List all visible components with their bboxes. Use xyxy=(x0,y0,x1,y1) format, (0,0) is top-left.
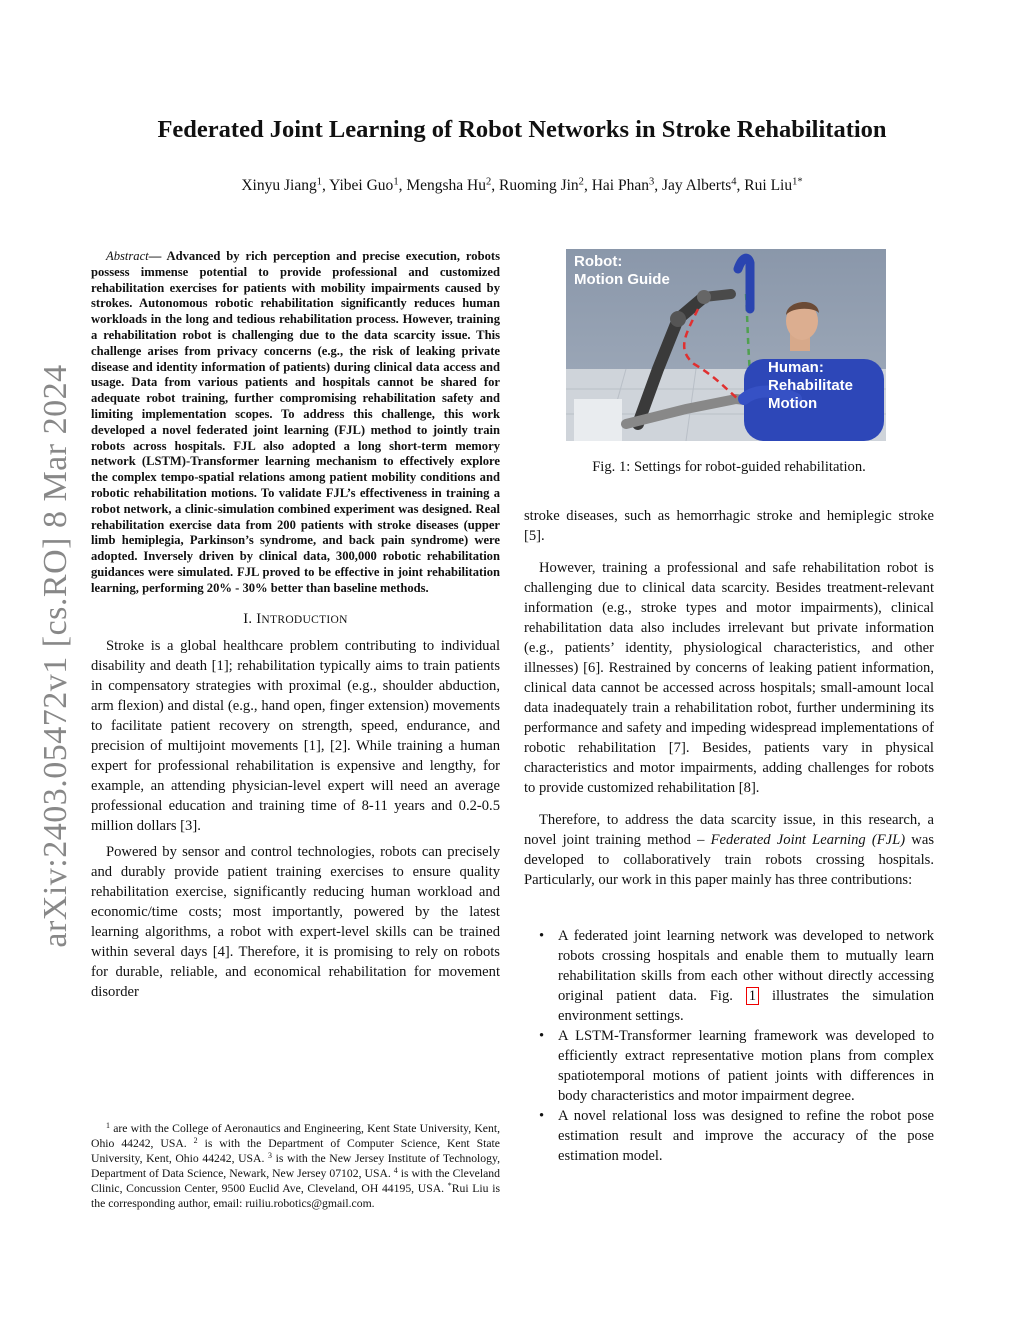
arxiv-identifier: arXiv:2403.05472v1 [cs.RO] 8 Mar 2024 xyxy=(37,364,74,948)
figure-1-image xyxy=(566,249,886,441)
section-heading-introduction: I. INTRODUCTION xyxy=(243,610,348,627)
body-paragraph: stroke diseases, such as hemorrhagic stroke and hemiplegic stroke [5]. xyxy=(524,508,934,544)
author: Xinyu Jiang$^1$ xyxy=(241,176,322,194)
author: Mengsha Hu$^2$ xyxy=(406,176,492,194)
left-column xyxy=(91,249,500,1008)
contribution-list xyxy=(524,926,934,1166)
author: Ruoming Jin$^2$ xyxy=(499,176,584,194)
list-item: • A novel relational loss was designed to refine the robot pose estimation result and improve the accuracy of the pose estimation model. xyxy=(539,1108,934,1164)
paper-title: Federated Joint Learning of Robot Networks in Stroke Rehabilitation xyxy=(157,116,887,143)
body-paragraph: Therefore, to address the data scarcity issue, in this research, a novel joint training method – Federated Joint Learning (FJL) was developed to collaboratively train robots crossing hospitals. Particularly, our work in this paper mainly has three contributions: xyxy=(524,812,934,888)
abstract: Abstract— Advanced by rich perception and precise execution, robots possess immense potential to provide professional and customized rehabilitation exercises for patients with mobility impairments caused by strokes. Autonomous robotic rehabilitation significantly reduces human workloads in the long and tedious rehabilitation process. However, training a rehabilitation robot is challenging due to the data scarcity issue. This challenge arises from privacy concerns (e.g., the risk of leaking private disease and identity information of patients) during clinical data access and usage. Data from various patients and hospitals cannot be shared for adequate robot training, further compromising rehabilitation safety and limiting implementation scopes. To address this challenge, this work developed a novel federated joint learning (FJL) method to jointly train robots across hospitals. FJL also adopted a long short-term memory network (LSTM)-Transformer learning mechanism to effectively explore the complex tempo-spatial relations among patient mobility conditions and robotic rehabilitation motions. To validate FJL’s effectiveness in training a robot network, a clinic-simulation combined experiment was designed. Real rehabilitation exercise data from 200 patients with stroke diseases (upper limb hemiplegia, Parkinson’s syndrome, and back pain syndrome) were adopted. Inversely driven by clinical data, 300,000 robotic rehabilitation guidances were simulated. FJL proved to be effective in joint rehabilitation learning, performing 20% - 30% better than baseline methods. xyxy=(91,249,500,595)
robot-label: Robot: Motion Guide xyxy=(574,253,670,288)
list-item: • A LSTM-Transformer learning framework was developed to efficiently extract representative motion plans from complex spatiotemporal motions of patient joints with differences in body characteristics and motor impairment degree. xyxy=(539,1028,934,1104)
figure-reference-link[interactable]: 1 xyxy=(746,987,759,1005)
list-item: • A federated joint learning network was developed to network robots crossing hospitals and enable them to mutually learn rehabilitation skills from each other without directly accessing original patient data. Fig. 1 illustrates the simulation environment settings. xyxy=(539,928,934,1024)
intro-paragraph: Stroke is a global healthcare problem contributing to individual disability and death [1]; rehabilitation typically aims to train patients in compensatory strategies with proximal (e.g., shoulder abduction, arm flexion) and distal (e.g., hand open, finger extension) movements to facilitate patient recovery on strength, speed, endurance, and precision of multijoint movements [1], [2]. While training a human expert for professional rehabilitation is expensive and lengthy, for example, an attending physician-level expert will need an average professional education and training time of 8-11 years and 0.2-0.5 million dollars [3]. xyxy=(91,637,500,834)
author: Yibei Guo$^1$ xyxy=(329,176,399,194)
abstract-text: Advanced by rich perception and precise execution, robots possess immense potential to provide professional and customized rehabilitation exercises for patients with mobility impairments caused by strokes. Autonomous robotic rehabilitation significantly reduces human workloads in the long and tedious rehabilitation process. However, training a rehabilitation robot is challenging due to the data scarcity issue. This challenge arises from privacy concerns (e.g., the risk of leaking private disease and identity information of patients) during clinical data access and usage. Data from various patients and hospitals cannot be shared for adequate robot training, further compromising rehabilitation safety and limiting implementation scopes. To address this challenge, this work developed a novel federated joint learning (FJL) method to jointly train robots across hospitals. FJL also adopted a long short-term memory network (LSTM)-Transformer learning mechanism to effectively explore the complex tempo-spatial relations among patient mobility conditions and robotic rehabilitation motions. To validate FJL’s effectiveness in training a robot network, a clinic-simulation combined experiment was designed. Real rehabilitation exercise data from 200 patients with stroke diseases (upper limb hemiplegia, Parkinson’s syndrome, and back pain syndrome) were adopted. Inversely driven by clinical data, 300,000 robotic rehabilitation guidances were simulated. FJL proved to be effective in joint rehabilitation learning, performing 20% - 30% better than baseline methods. xyxy=(91,249,500,595)
author: Hai Phan$^3$ xyxy=(591,176,655,194)
affiliation-footnote: $^1$ are with the College of Aeronautics and Engineering, Kent State University, Kent, Ohio 44242, USA. $^2$ is with the Department of Computer Science, Kent State University, Kent, Ohio 44242, USA. $^3$ is with the New Jersey Institute of Technology, Department of Data Science, Newark, New Jersey 07102, USA. $^4$ is with the Cleveland Clinic, Concussion Center, 9500 Euclid Ave, Cleveland, OH 44195, USA. *Rui Liu is the corresponding author, email: ruiliu.robotics@gmail.com. xyxy=(91,1121,500,1210)
figure-1-caption: Fig. 1: Settings for robot-guided rehabilitation. xyxy=(592,459,866,475)
right-column xyxy=(524,249,934,1166)
human-label: Human: Rehabilitate Motion xyxy=(768,359,854,412)
author-list: Xinyu Jiang$^1$, Yibei Guo$^1$, Mengsha Hu$^2$, Ruoming Jin$^2$, Hai Phan$^3$, Jay Alberts$^4$, Rui Liu$^{1*}$ xyxy=(241,176,803,194)
author: Jay Alberts$^4$ xyxy=(661,176,737,194)
intro-paragraph: Powered by sensor and control technologies, robots can precisely and durably provide patient training exercises to ensure quality rehabilitation exercise, significantly reducing human workload and economic/time costs; most importantly, powered by the latest learning algorithms, a robot with expert-level skills can be trained within several days [4]. Therefore, it is promising to rely on robots for durable, reliable, and economical rehabilitation for movement disorder xyxy=(91,843,500,1000)
body-paragraph: However, training a professional and safe rehabilitation robot is challenging due to clinical data scarcity. Besides treatment-relevant information (e.g., stroke types and motor impairments), clinical rehabilitation data also includes irrelevant but private information (e.g., patients’ identity, physiological characteristics, and other illnesses) [6]. Restrained by concerns of leaking patient information, clinical data cannot be accessed across hospitals; small-amount local data inadequately train a rehabilitation robot, further undermining its performance and safety and impeding widespread implementations of robotic rehabilitation [7]. Besides, patients vary in physical characteristics and motor impairments, adding challenges for robots to provide customized rehabilitation [8]. xyxy=(524,560,934,796)
author: Rui Liu$^{1*}$ xyxy=(744,176,803,194)
abstract-label: Abstract xyxy=(106,249,149,263)
